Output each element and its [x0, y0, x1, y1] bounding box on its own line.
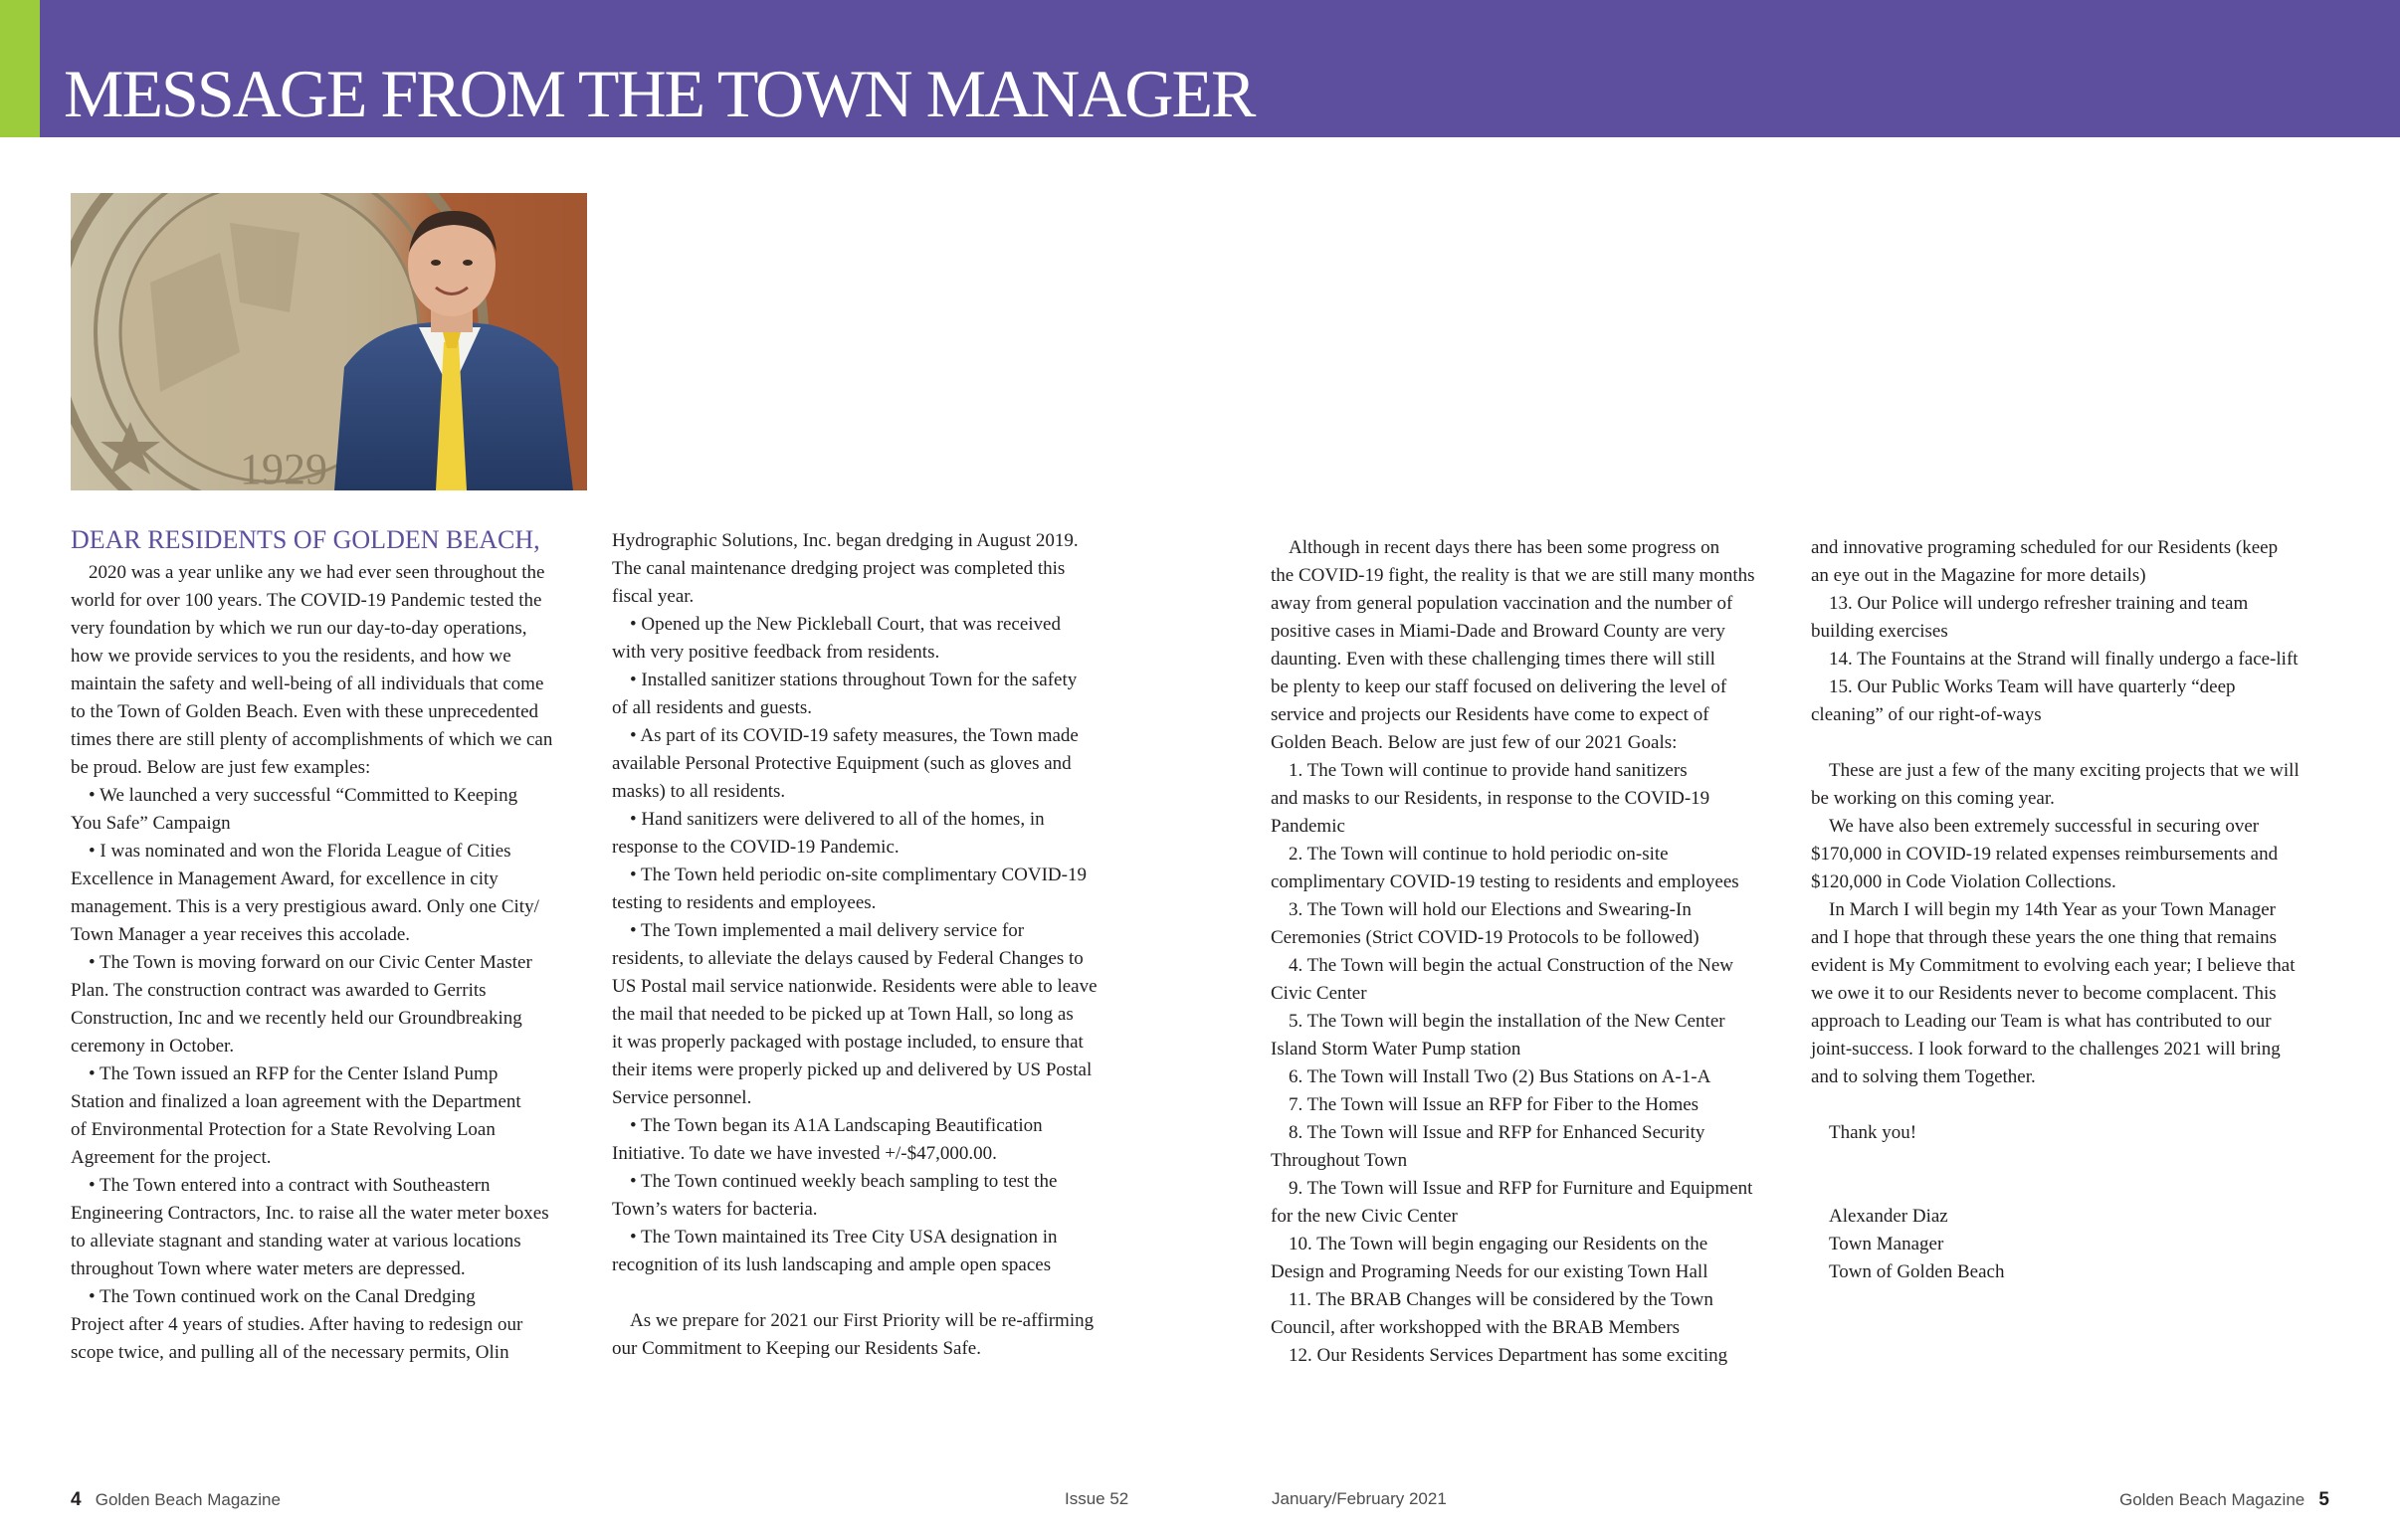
- right-magazine-name: Golden Beach Magazine: [2119, 1490, 2305, 1509]
- accent-bar: [0, 0, 40, 137]
- text-line: • Hand sanitizers were delivered to all of the homes, in: [630, 809, 1045, 830]
- text-line: 2. The Town will continue to hold periodic on-site: [1289, 844, 1669, 865]
- text-line: response to the COVID-19 Pandemic.: [612, 837, 900, 858]
- text-line: 10. The Town will begin engaging our Residents on the: [1289, 1234, 1708, 1254]
- text-line: Island Storm Water Pump station: [1271, 1039, 1521, 1059]
- footer-left: [71, 1489, 281, 1511]
- text-line: 14. The Fountains at the Strand will finally undergo a face-lift: [1829, 649, 2299, 670]
- text-line: very foundation by which we run our day-to-day operations,: [71, 618, 527, 639]
- text-line: and innovative programing scheduled for our Residents (keep: [1811, 537, 2279, 558]
- text-line: of Environmental Protection for a State Revolving Loan: [71, 1119, 496, 1140]
- text-line: Throughout Town: [1271, 1150, 1408, 1171]
- left-magazine-name: Golden Beach Magazine: [95, 1490, 281, 1509]
- left-page-number: 4: [71, 1489, 82, 1510]
- text-line: and I hope that through these years the one thing that remains: [1811, 927, 2278, 948]
- text-line: Ceremonies (Strict COVID-19 Protocols to be followed): [1271, 927, 1700, 948]
- text-line: 11. The BRAB Changes will be considered by the Town: [1289, 1289, 1713, 1310]
- text-line: 13. Our Police will undergo refresher training and team: [1829, 593, 2249, 614]
- text-line: management. This is a very prestigious award. Only one City/: [71, 896, 539, 917]
- text-line: Engineering Contractors, Inc. to raise all the water meter boxes: [71, 1203, 549, 1224]
- text-line: Design and Programing Needs for our existing Town Hall: [1271, 1261, 1708, 1282]
- text-line: complimentary COVID-19 testing to residents and employees: [1271, 871, 1739, 892]
- text-line: the mail that needed to be picked up at Town Hall, so long as: [612, 1004, 1074, 1025]
- text-line: • The Town is moving forward on our Civic Center Master: [89, 952, 532, 973]
- text-line: be working on this coming year.: [1811, 788, 2055, 809]
- text-line: Service personnel.: [612, 1087, 752, 1108]
- text-line: Town Manager a year receives this accolade.: [71, 924, 411, 945]
- text-line: • Opened up the New Pickleball Court, that was received: [630, 614, 1061, 635]
- text-line: • The Town implemented a mail delivery service for: [630, 920, 1025, 941]
- text-line: The canal maintenance dredging project was completed this: [612, 558, 1066, 579]
- text-line: times there are still plenty of accomplishments of which we can: [71, 729, 553, 750]
- text-line: recognition of its lush landscaping and ample open spaces: [612, 1254, 1052, 1275]
- text-line: 4. The Town will begin the actual Construction of the New: [1289, 955, 1734, 976]
- text-line: Although in recent days there has been some progress on: [1289, 537, 1720, 558]
- text-line: • The Town issued an RFP for the Center Island Pump: [89, 1063, 499, 1084]
- text-line: building exercises: [1811, 621, 1948, 642]
- letter-column-4: [1811, 534, 2328, 1286]
- text-line: These are just a few of the many exciting projects that we will: [1829, 760, 2300, 781]
- text-line: US Postal mail service nationwide. Residents were able to leave: [612, 976, 1098, 997]
- text-line: to alleviate stagnant and standing water at various locations: [71, 1231, 521, 1251]
- text-line: scope twice, and pulling all of the necessary permits, Olin: [71, 1342, 509, 1363]
- letter-column-2: [612, 527, 1129, 1363]
- text-line: be proud. Below are just few examples:: [71, 757, 371, 778]
- text-line: Station and finalized a loan agreement with the Department: [71, 1091, 521, 1112]
- text-line: Town of Golden Beach: [1829, 1261, 2005, 1282]
- text-line: Initiative. To date we have invested +/-$47,000.00.: [612, 1143, 997, 1164]
- text-line: Project after 4 years of studies. After having to redesign our: [71, 1314, 523, 1335]
- text-line: In March I will begin my 14th Year as your Town Manager: [1829, 899, 2276, 920]
- text-line: $170,000 in COVID-19 related expenses reimbursements and: [1811, 844, 2279, 865]
- paragraph-spacer: [1811, 729, 2328, 757]
- text-line: Plan. The construction contract was awarded to Gerrits: [71, 980, 487, 1001]
- text-line: Town Manager: [1829, 1234, 1944, 1254]
- text-line: away from general population vaccination and the number of: [1271, 593, 1733, 614]
- town-manager-photo: [71, 193, 587, 490]
- text-line: Golden Beach. Below are just few of our 2021 Goals:: [1271, 732, 1678, 753]
- text-line: Hydrographic Solutions, Inc. began dredging in August 2019.: [612, 530, 1079, 551]
- text-line: to the Town of Golden Beach. Even with these unprecedented: [71, 701, 539, 722]
- issue-label: Issue 52: [1065, 1489, 1129, 1508]
- text-line: Thank you!: [1829, 1122, 1917, 1143]
- text-line: Alexander Diaz: [1829, 1206, 1948, 1227]
- text-line: 8. The Town will Issue and RFP for Enhanced Security: [1289, 1122, 1705, 1143]
- page-title: MESSAGE FROM THE TOWN MANAGER: [64, 56, 1255, 131]
- text-line: an eye out in the Magazine for more details): [1811, 565, 2146, 586]
- text-line: 6. The Town will Install Two (2) Bus Stations on A-1-A: [1289, 1066, 1711, 1087]
- letter-column-1: [71, 559, 588, 1367]
- text-line: 3. The Town will hold our Elections and Swearing-In: [1289, 899, 1692, 920]
- text-line: throughout Town where water meters are depressed.: [71, 1258, 466, 1279]
- paragraph-spacer: [1811, 1175, 2328, 1203]
- text-line: Agreement for the project.: [71, 1147, 272, 1168]
- letter-column-3: [1271, 534, 1788, 1370]
- text-line: You Safe” Campaign: [71, 813, 231, 834]
- text-line: of all residents and guests.: [612, 697, 813, 718]
- text-line: daunting. Even with these challenging times there will still: [1271, 649, 1715, 670]
- text-line: be plenty to keep our staff focused on delivering the level of: [1271, 676, 1727, 697]
- paragraph-spacer: [1811, 1091, 2328, 1119]
- text-line: • We launched a very successful “Committed to Keeping: [89, 785, 518, 806]
- letter-salutation: DEAR RESIDENTS OF GOLDEN BEACH,: [71, 525, 540, 554]
- text-line: service and projects our Residents have come to expect of: [1271, 704, 1709, 725]
- text-line: our Commitment to Keeping our Residents Safe.: [612, 1338, 981, 1359]
- text-line: • The Town continued weekly beach sampling to test the: [630, 1171, 1058, 1192]
- text-line: 2020 was a year unlike any we had ever seen throughout the: [89, 562, 545, 583]
- text-line: As we prepare for 2021 our First Priority will be re-affirming: [630, 1310, 1095, 1331]
- text-line: $120,000 in Code Violation Collections.: [1811, 871, 2116, 892]
- text-line: positive cases in Miami-Dade and Broward County are very: [1271, 621, 1725, 642]
- text-line: Construction, Inc and we recently held our Groundbreaking: [71, 1008, 522, 1029]
- text-line: ceremony in October.: [71, 1036, 235, 1057]
- text-line: we owe it to our Residents never to become complacent. This: [1811, 983, 2277, 1004]
- text-line: residents, to alleviate the delays caused by Federal Changes to: [612, 948, 1084, 969]
- issue-date: January/February 2021: [1272, 1489, 1447, 1508]
- text-line: • The Town maintained its Tree City USA designation in: [630, 1227, 1058, 1248]
- text-line: Excellence in Management Award, for excellence in city: [71, 868, 499, 889]
- text-line: Council, after workshopped with the BRAB Members: [1271, 1317, 1681, 1338]
- right-page-number: 5: [2318, 1489, 2329, 1510]
- text-line: joint-success. I look forward to the challenges 2021 will bring: [1811, 1039, 2281, 1059]
- text-line: world for over 100 years. The COVID-19 Pandemic tested the: [71, 590, 542, 611]
- footer-right: [2119, 1489, 2329, 1511]
- text-line: their items were properly picked up and delivered by US Postal: [612, 1059, 1093, 1080]
- text-line: • Installed sanitizer stations throughout Town for the safety: [630, 670, 1078, 690]
- text-line: 12. Our Residents Services Department has some exciting: [1289, 1345, 1728, 1366]
- paragraph-spacer: [1811, 1147, 2328, 1175]
- text-line: Pandemic: [1271, 816, 1345, 837]
- text-line: Town’s waters for bacteria.: [612, 1199, 818, 1220]
- text-line: • I was nominated and won the Florida League of Cities: [89, 841, 511, 862]
- text-line: it was properly packaged with postage included, to ensure that: [612, 1032, 1084, 1053]
- text-line: fiscal year.: [612, 586, 695, 607]
- seal-year: 1929: [240, 445, 327, 490]
- text-line: masks) to all residents.: [612, 781, 786, 802]
- text-line: • The Town continued work on the Canal Dredging: [89, 1286, 476, 1307]
- text-line: Civic Center: [1271, 983, 1367, 1004]
- text-line: cleaning” of our right-of-ways: [1811, 704, 2042, 725]
- text-line: We have also been extremely successful in securing over: [1829, 816, 2260, 837]
- text-line: approach to Leading our Team is what has contributed to our: [1811, 1011, 2272, 1032]
- text-line: available Personal Protective Equipment (such as gloves and: [612, 753, 1072, 774]
- text-line: with very positive feedback from residents.: [612, 642, 940, 663]
- text-line: • As part of its COVID-19 safety measures, the Town made: [630, 725, 1079, 746]
- paragraph-spacer: [612, 1279, 1129, 1307]
- text-line: • The Town entered into a contract with Southeastern: [89, 1175, 491, 1196]
- text-line: the COVID-19 fight, the reality is that we are still many months: [1271, 565, 1755, 586]
- text-line: and to solving them Together.: [1811, 1066, 2036, 1087]
- text-line: 5. The Town will begin the installation of the New Center: [1289, 1011, 1725, 1032]
- text-line: 1. The Town will continue to provide hand sanitizers: [1289, 760, 1688, 781]
- text-line: 15. Our Public Works Team will have quarterly “deep: [1829, 676, 2236, 697]
- text-line: • The Town began its A1A Landscaping Beautification: [630, 1115, 1043, 1136]
- text-line: 7. The Town will Issue an RFP for Fiber to the Homes: [1289, 1094, 1700, 1115]
- text-line: how we provide services to you the residents, and how we: [71, 646, 511, 667]
- text-line: 9. The Town will Issue and RFP for Furniture and Equipment: [1289, 1178, 1753, 1199]
- text-line: testing to residents and employees.: [612, 892, 877, 913]
- text-line: maintain the safety and well-being of all individuals that come: [71, 674, 544, 694]
- text-line: for the new Civic Center: [1271, 1206, 1458, 1227]
- text-line: and masks to our Residents, in response to the COVID-19: [1271, 788, 1710, 809]
- text-line: • The Town held periodic on-site complimentary COVID-19: [630, 865, 1087, 885]
- text-line: evident is My Commitment to evolving each year; I believe that: [1811, 955, 2296, 976]
